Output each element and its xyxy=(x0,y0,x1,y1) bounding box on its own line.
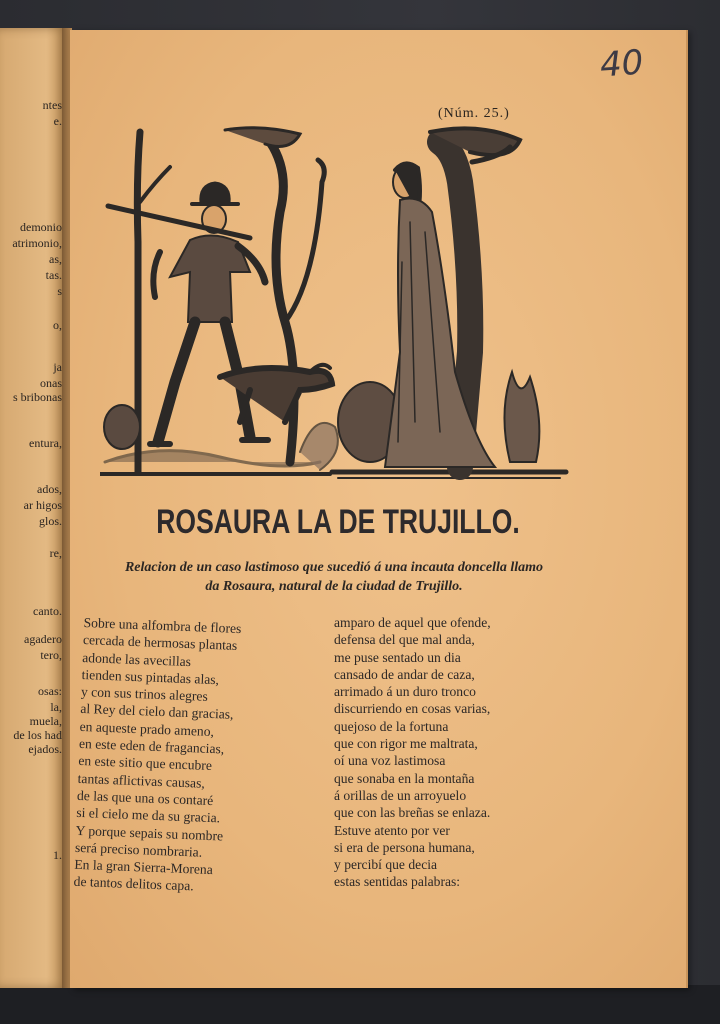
verse-line: quejoso de la fortuna xyxy=(334,718,449,734)
previous-page-text-fragment: s xyxy=(57,284,62,298)
poem-title: ROSAURA LA DE TRUJILLO. xyxy=(156,503,520,541)
verse-line: á orillas de un arroyuelo xyxy=(334,787,467,803)
previous-page-text-fragment: ados, xyxy=(37,482,62,496)
verse-line: en este sitio que encubre xyxy=(78,753,213,774)
previous-page-text-fragment: la, xyxy=(50,700,62,714)
verse-line: en aqueste prado ameno, xyxy=(79,718,215,739)
verse-line: si el cielo me da su gracia. xyxy=(76,805,221,826)
verse-line: tienden sus pintadas alas, xyxy=(81,666,220,688)
verse-line: si era de persona humana, xyxy=(334,839,475,855)
woodcut-hunter-scene xyxy=(100,128,338,474)
previous-page-text-fragment: entura, xyxy=(29,436,62,450)
verse-line: tantas aflictivas causas, xyxy=(77,770,206,791)
previous-page-text-fragment: demonio xyxy=(20,220,62,234)
poem-subtitle xyxy=(84,558,584,596)
previous-page-text-fragment: ja xyxy=(53,360,62,374)
verse-line: Estuve atento por ver xyxy=(334,822,450,838)
woodcut-maiden-scene xyxy=(332,128,566,478)
previous-page-text-fragment: o, xyxy=(53,318,62,332)
previous-page xyxy=(0,28,66,988)
folio-number: 40 xyxy=(598,42,645,86)
verse-line: estas sentidas palabras: xyxy=(334,874,461,890)
previous-page-text-fragment: tas. xyxy=(45,268,62,282)
verse-line: que con rigor me maltrata, xyxy=(334,736,478,752)
previous-page-text-fragment: tero, xyxy=(40,648,62,662)
issue-number: (Núm. 25.) xyxy=(438,106,510,121)
verse-line: y percibí que decia xyxy=(334,857,438,873)
previous-page-text-fragment: muela, xyxy=(29,714,62,728)
previous-page-text-fragment: de los had xyxy=(13,728,62,742)
previous-page-text-fragment: 1. xyxy=(53,848,62,862)
previous-page-text-fragment: as, xyxy=(49,252,62,266)
verse-column-left xyxy=(73,614,241,897)
subtitle-line: da Rosaura, natural de la ciudad de Trujillo. xyxy=(205,579,463,594)
verse-line: y con sus trinos alegres xyxy=(80,684,209,704)
previous-page-text-fragment: e. xyxy=(53,114,62,128)
verse-line: Y porque sepais su nombre xyxy=(75,822,224,844)
verse-line: será preciso nombraria. xyxy=(74,839,203,860)
verse-line: oí una voz lastimosa xyxy=(334,753,446,769)
verse-line: que sonaba en la montaña xyxy=(334,770,475,786)
verse-line: adonde las avecillas xyxy=(82,649,192,669)
previous-page-text-fragment: canto. xyxy=(33,604,62,618)
verse-line: amparo de aquel que ofende, xyxy=(334,615,491,630)
subtitle-line: Relacion de un caso lastimoso que sucedió á una incauta doncella llamo xyxy=(124,560,544,575)
previous-page-text-fragment: re, xyxy=(49,546,62,560)
verse-line: cercada de hermosas plantas xyxy=(82,632,238,654)
previous-page-text-fragment: s bribonas xyxy=(13,390,62,404)
verse-line: me puse sentado un dia xyxy=(334,649,461,665)
verse-line: discurriendo en cosas varias, xyxy=(334,701,491,717)
verse-line: en este eden de fragancias, xyxy=(78,735,225,757)
verse-line: cansado de andar de caza, xyxy=(334,666,475,682)
table-bottom xyxy=(0,985,720,1024)
previous-page-text-fragment: onas xyxy=(40,376,62,390)
verse-line: que con las breñas se enlaza. xyxy=(334,805,491,821)
verse-line: En la gran Sierra-Morena xyxy=(74,856,214,878)
previous-page-text-fragment: ar higos xyxy=(23,498,62,512)
previous-page-text-fragment: ntes xyxy=(42,98,62,112)
verse-line: de tantos delitos capa. xyxy=(73,874,194,894)
previous-page-text-fragment: osas: xyxy=(38,684,62,698)
previous-page-text-fragment: glos. xyxy=(38,514,62,528)
previous-page-text-fragment: atrimonio, xyxy=(12,236,62,250)
verse-column-right xyxy=(334,614,491,891)
verse-line: Sobre una alfombra de flores xyxy=(83,614,242,637)
previous-page-text-fragment: ejados. xyxy=(28,742,62,756)
verse-line: defensa del que mal anda, xyxy=(334,632,475,648)
woodcut-illustration xyxy=(100,122,570,492)
previous-page-text-fragment: agadero xyxy=(24,632,62,646)
verse-line: de las que una os contaré xyxy=(76,787,214,809)
verse-line: al Rey del cielo dan gracias, xyxy=(80,701,234,723)
verse-line: arrimado á un duro tronco xyxy=(334,684,476,700)
chapbook-page xyxy=(70,30,686,988)
